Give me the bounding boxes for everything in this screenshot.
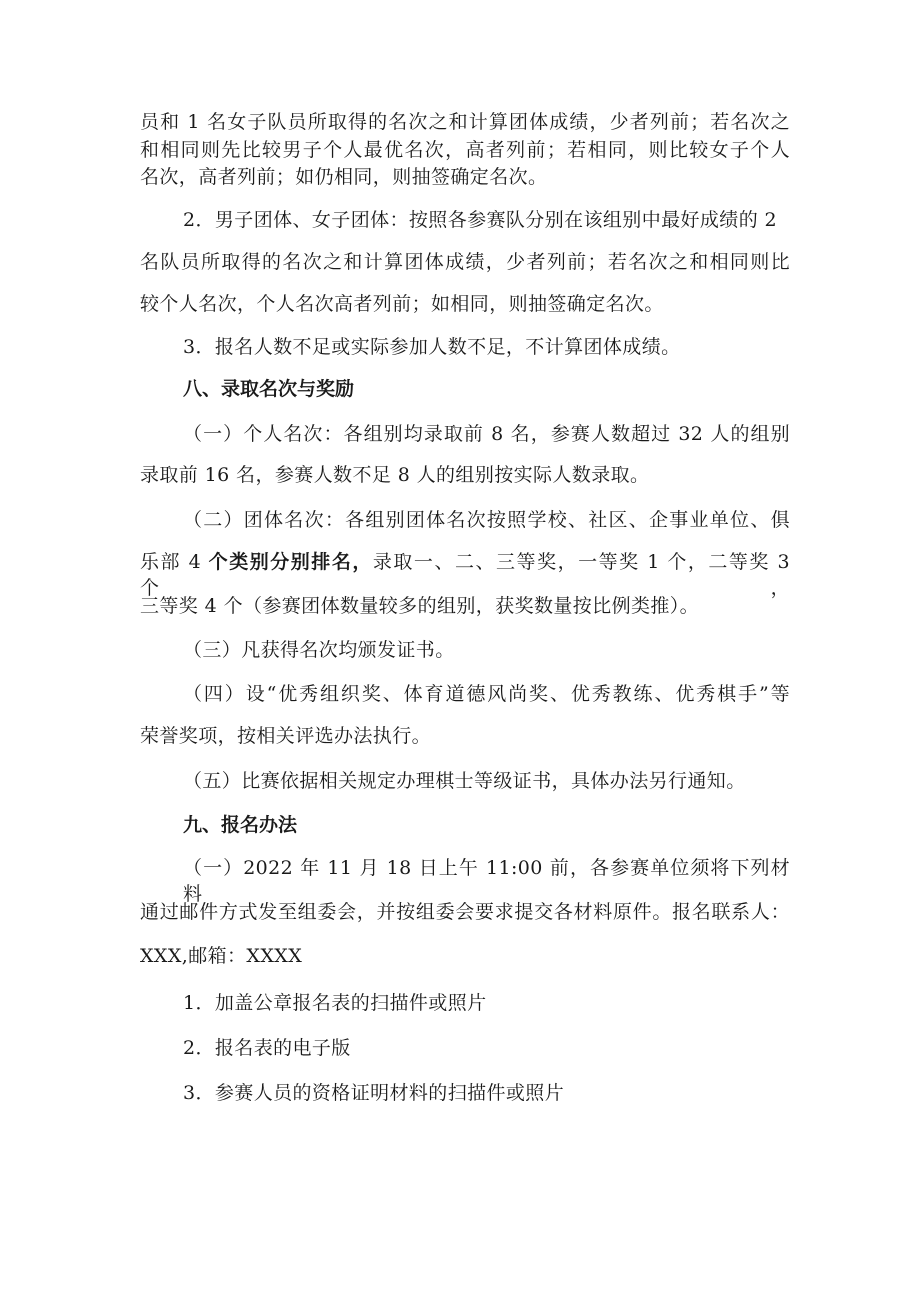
- paragraph-line: 2．男子团体、女子团体：按照各参赛队分别在该组别中最好成绩的 2: [183, 209, 778, 231]
- paragraph-line: （三）凡获得名次均颁发证书。: [183, 639, 455, 661]
- paragraph-line: 名队员所取得的名次之和计算团体成绩，少者列前；若名次之和相同则比: [140, 251, 790, 273]
- text-fragment: 录取一、二、三等奖，一等奖 1 个，二等奖 3 个，: [140, 551, 790, 599]
- section-heading: 九、报名办法: [183, 814, 298, 836]
- section-heading: 八、录取名次与奖励: [183, 378, 355, 400]
- paragraph-line: 名次，高者列前；如仍相同，则抽签确定名次。: [140, 166, 548, 188]
- paragraph-line: 较个人名次，个人名次高者列前；如相同，则抽签确定名次。: [140, 293, 664, 315]
- list-item: 2．报名表的电子版: [183, 1037, 351, 1059]
- paragraph-line: 通过邮件方式发至组委会，并按组委会要求提交各材料原件。报名联系人：: [140, 901, 790, 923]
- paragraph-line: （二）团体名次：各组别团体名次按照学校、社区、企事业单位、俱: [183, 509, 790, 531]
- list-item: 3．参赛人员的资格证明材料的扫描件或照片: [183, 1082, 565, 1104]
- paragraph-line: 和相同则先比较男子个人最优名次，高者列前；若相同，则比较女子个人: [140, 139, 790, 161]
- paragraph-line: XXX,邮箱：XXXX: [140, 945, 303, 967]
- paragraph-line: （四）设“优秀组织奖、体育道德风尚奖、优秀教练、优秀棋手”等: [183, 683, 790, 705]
- text-fragment: 乐部 4: [140, 551, 209, 573]
- paragraph-line: 员和 1 名女子队员所取得的名次之和计算团体成绩，少者列前；若名次之: [140, 111, 790, 133]
- paragraph-line: 荣誉奖项，按相关评选办法执行。: [140, 725, 432, 747]
- paragraph-line: （一）个人名次：各组别均录取前 8 名，参赛人数超过 32 人的组别: [183, 423, 790, 445]
- list-item: 1．加盖公章报名表的扫描件或照片: [183, 992, 487, 1014]
- paragraph-line: 录取前 16 名，参赛人数不足 8 人的组别按实际人数录取。: [140, 464, 650, 486]
- paragraph-line: 3．报名人数不足或实际参加人数不足，不计算团体成绩。: [183, 336, 681, 358]
- paragraph-line: （一）2022 年 11 月 18 日上午 11:00 前，各参赛单位须将下列材料: [183, 857, 790, 905]
- emphasis-text: 个类别分别排名，: [208, 551, 373, 573]
- paragraph-line: （五）比赛依据相关规定办理棋士等级证书，具体办法另行通知。: [183, 770, 746, 792]
- paragraph-line: 三等奖 4 个（参赛团体数量较多的组别，获奖数量按比例类推）。: [140, 595, 700, 617]
